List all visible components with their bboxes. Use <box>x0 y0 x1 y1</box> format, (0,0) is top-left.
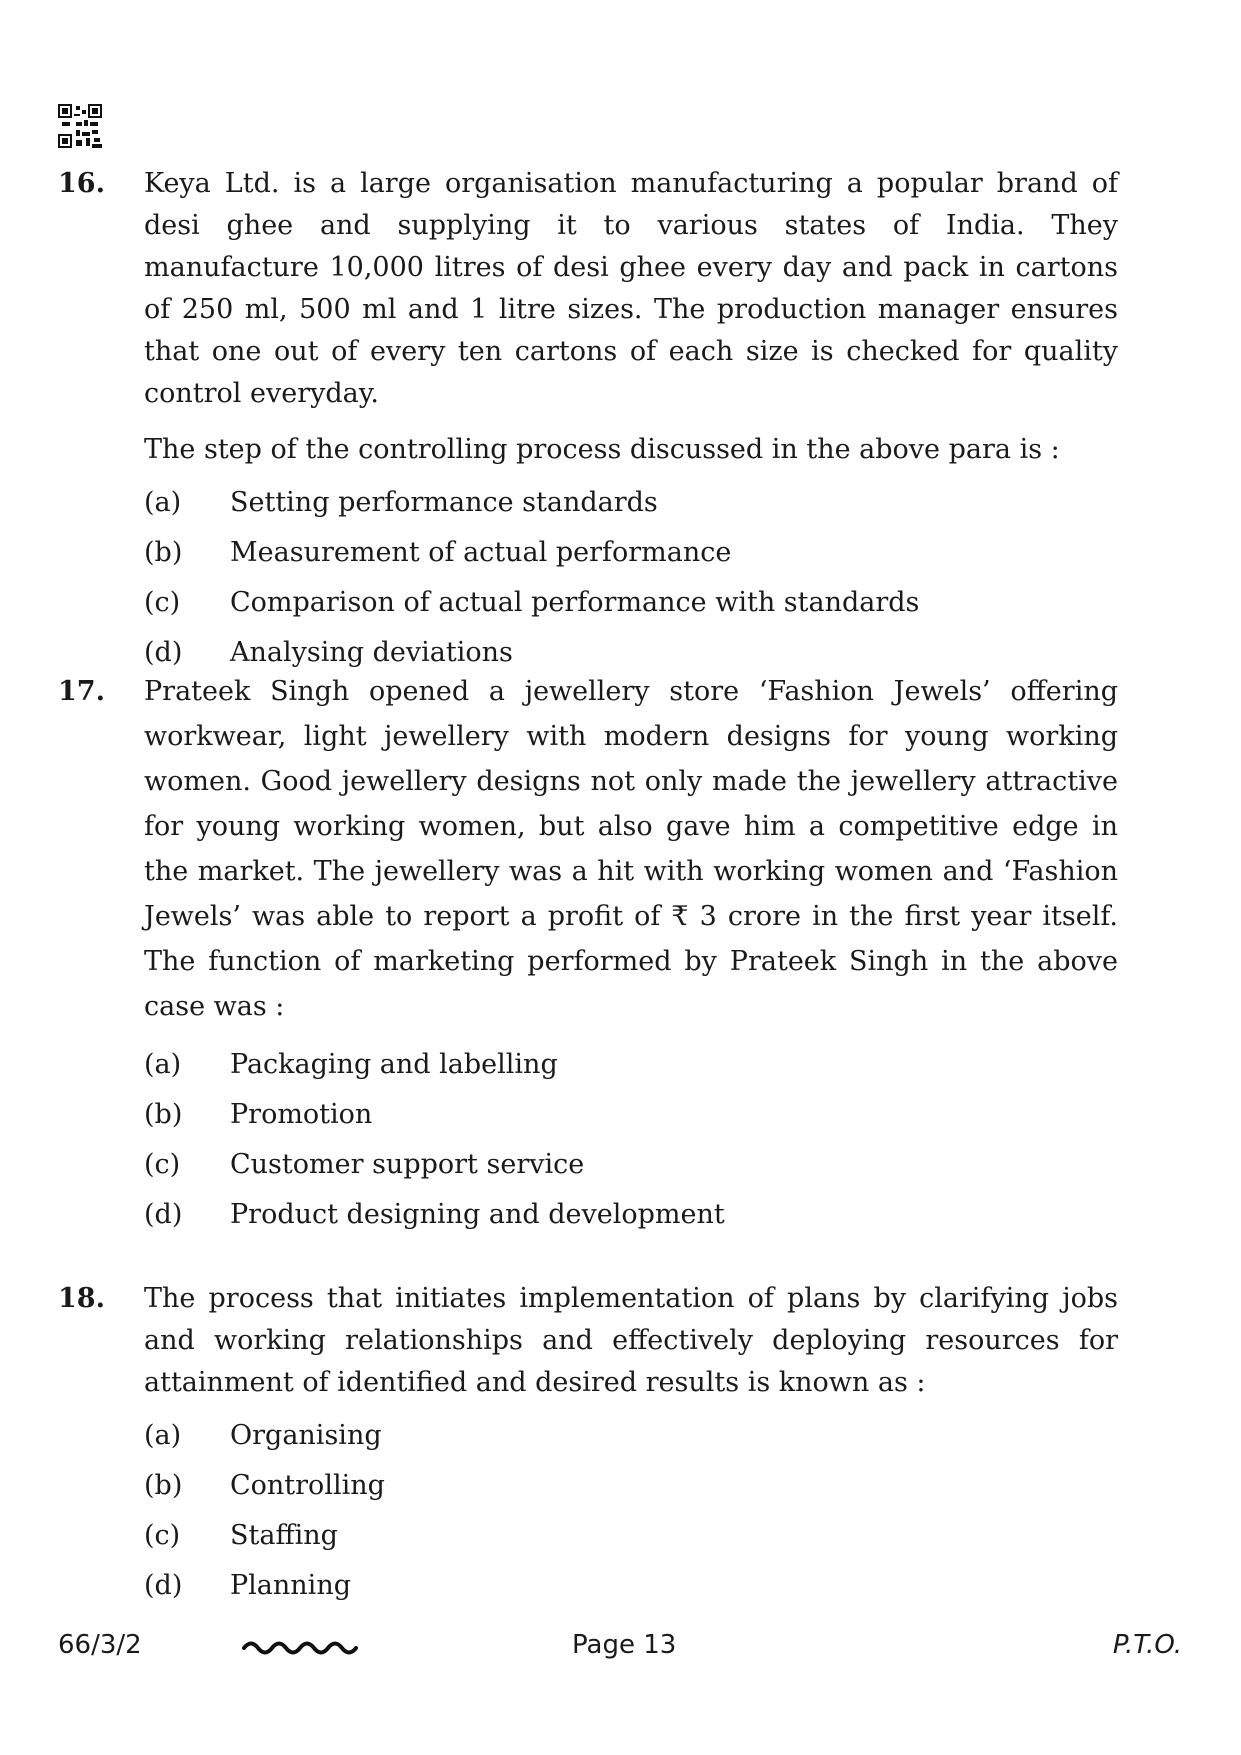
option-label: (d) <box>144 1569 183 1601</box>
options-list <box>144 1410 1118 1610</box>
page-number: Page 13 <box>572 1630 677 1660</box>
option-label: (a) <box>144 1048 182 1080</box>
option-d <box>144 1560 1118 1610</box>
option-text: Setting performance standards <box>230 486 658 518</box>
option-label: (a) <box>144 1419 182 1451</box>
option-text: Product designing and development <box>230 1198 725 1230</box>
option-text: Staffing <box>230 1519 338 1551</box>
option-label: (d) <box>144 636 183 668</box>
option-b <box>144 527 1118 577</box>
question-text: Keya Ltd. is a large organisation manufacturing a popular brand of desi ghee and supplying it to various states of India. They manufacture 10,000 litres of desi ghee every day and pack in cartons of 250 ml, 500 ml and 1 litre sizes. The production manager ensures that one out of every ten cartons of each size is checked for quality control everyday. <box>144 168 1118 409</box>
question-18 <box>58 1278 1118 1610</box>
pto-label: P.T.O. <box>1112 1630 1182 1660</box>
question-number: 16. <box>58 168 105 199</box>
option-label: (c) <box>144 1519 181 1551</box>
option-text: Measurement of actual performance <box>230 536 732 568</box>
option-text: Controlling <box>230 1469 385 1501</box>
question-17 <box>58 669 1118 1239</box>
option-text: Organising <box>230 1419 382 1451</box>
page-footer <box>58 1630 1182 1670</box>
question-text: The process that initiates implementation of plans by clarifying jobs and working relationships and effectively deploying resources for attainment of identified and desired results is known as : <box>144 1283 1118 1398</box>
question-stem: The step of the controlling process discussed in the above para is : <box>144 434 1060 465</box>
option-text: Packaging and labelling <box>230 1048 558 1080</box>
option-b <box>144 1460 1118 1510</box>
option-label: (b) <box>144 536 183 568</box>
option-label: (a) <box>144 486 182 518</box>
option-label: (c) <box>144 1148 181 1180</box>
option-text: Planning <box>230 1569 351 1601</box>
question-number: 17. <box>58 676 105 707</box>
options-list <box>144 477 1118 677</box>
question-16 <box>58 163 1118 677</box>
qr-code-icon <box>58 104 102 148</box>
squiggle-icon <box>242 1636 358 1660</box>
option-text: Promotion <box>230 1098 373 1130</box>
question-text: Prateek Singh opened a jewellery store ‘Fashion Jewels’ offering workwear, light jewellery with modern designs for young working women. Good jewellery designs not only made the jewellery attractive for young working women, but also gave him a competitive edge in the market. The jewellery was a hit with working women and ‘Fashion Jewels’ was able to report a profit of ₹ 3 crore in the first year itself. The function of marketing performed by Prateek Singh in the above case was : <box>144 676 1118 1022</box>
option-label: (d) <box>144 1198 183 1230</box>
option-text: Comparison of actual performance with standards <box>230 586 920 618</box>
option-b <box>144 1089 1118 1139</box>
question-number: 18. <box>58 1283 105 1314</box>
option-text: Customer support service <box>230 1148 585 1180</box>
option-a <box>144 477 1118 527</box>
paper-code: 66/3/2 <box>58 1630 142 1660</box>
option-c <box>144 1510 1118 1560</box>
option-d <box>144 1189 1118 1239</box>
options-list <box>144 1039 1118 1239</box>
option-c <box>144 577 1118 627</box>
option-label: (c) <box>144 586 181 618</box>
option-a <box>144 1039 1118 1089</box>
option-a <box>144 1410 1118 1460</box>
option-label: (b) <box>144 1469 183 1501</box>
option-label: (b) <box>144 1098 183 1130</box>
option-text: Analysing deviations <box>230 636 513 668</box>
option-c <box>144 1139 1118 1189</box>
